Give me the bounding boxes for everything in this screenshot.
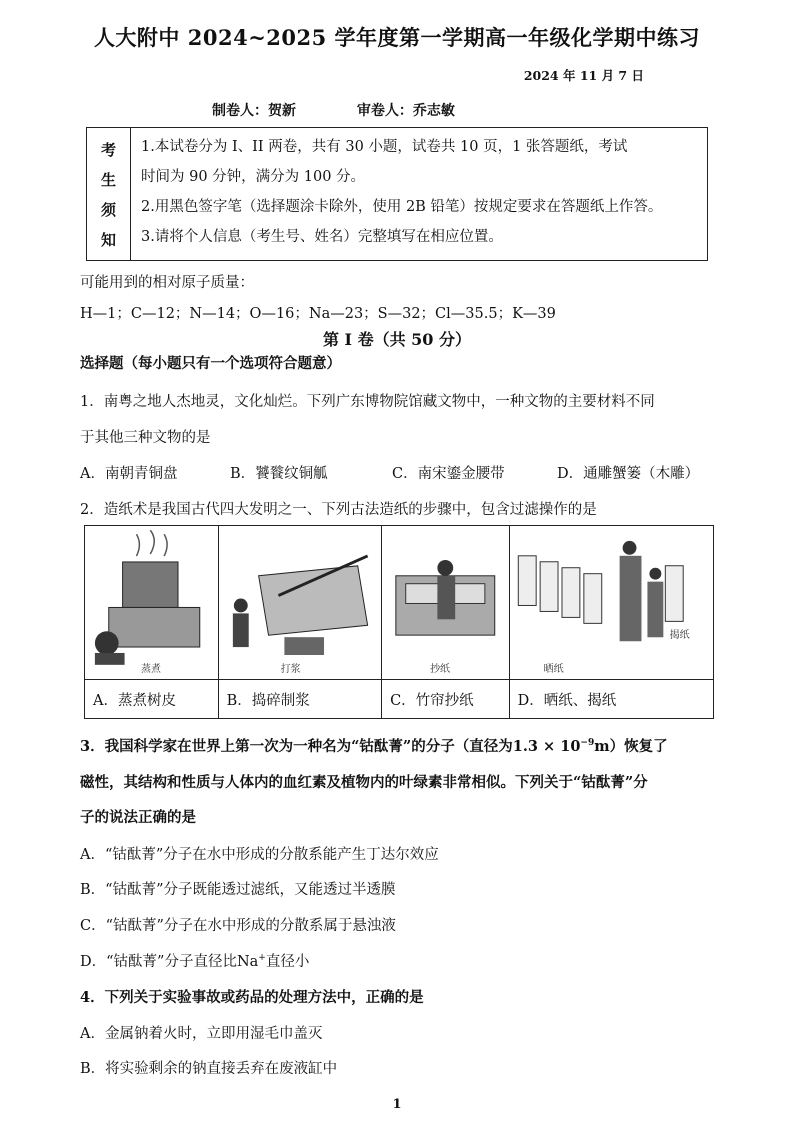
q3-stem-line1	[80, 735, 668, 756]
image-label-peel: 揭纸	[669, 630, 690, 641]
sheet-forming-drawing	[382, 526, 509, 679]
q3-stem-text: 3．我国科学家在世界上第一次为一种名为“钴酞菁”的分子（直径为1.3 × 10	[80, 738, 581, 755]
drying-drawing	[510, 526, 713, 679]
authors-line	[212, 100, 455, 120]
notice-item: 3.请将个人信息（考生号、姓名）完整填写在相应位置。	[141, 229, 503, 245]
q3-option-d	[80, 950, 309, 971]
notice-item: 1.本试卷分为 I、II 两卷，共有 30 小题，试卷共 10 页，1 张答题纸，考试	[141, 139, 628, 155]
exam-title: 人大附中 2024~2025 学年度第一学期高一年级化学期中练习	[93, 25, 701, 50]
pulping-drawing	[219, 526, 381, 679]
q2-panel-d	[510, 526, 713, 718]
q1-option-a: A．南朝青铜盘	[80, 466, 178, 482]
q1-option-c: C．南宋鎏金腰带	[392, 466, 505, 482]
sheet-forming-illustration	[382, 526, 509, 680]
atomic-mass-values: H—1；C—12；N—14；O—16；Na—23；S—32；Cl—35.5；K—39	[80, 306, 556, 322]
notice-content	[131, 128, 707, 260]
q3-option-d-charge: +	[258, 953, 266, 964]
q3-option-c: C．“钴酞菁”分子在水中形成的分散系属于悬浊液	[80, 918, 396, 934]
q2-option-c: C．竹帘抄纸	[390, 692, 474, 709]
q2-stem: 2．造纸术是我国古代四大发明之一、下列古法造纸的步骤中，包含过滤操作的是	[80, 502, 597, 518]
page-number: 1	[392, 1097, 402, 1112]
notice-head-char: 生	[100, 170, 116, 189]
author: 制卷人：贺新	[212, 103, 296, 119]
steaming-illustration	[85, 526, 218, 680]
q4-option-a: A．金属钠着火时，立即用湿毛巾盖灭	[80, 1026, 323, 1042]
notice-box	[86, 127, 708, 261]
q2-image-table	[84, 525, 714, 719]
q3-stem-line3: 子的说法正确的是	[80, 809, 196, 826]
q4-option-b: B．将实验剩余的钠直接丢弃在废液缸中	[80, 1061, 338, 1077]
notice-item: 2.用黑色签字笔（选择题涂卡除外，使用 2B 铅笔）按规定要求在答题纸上作答。	[141, 199, 663, 215]
q1-options	[80, 462, 720, 483]
section-title: 第 I 卷（共 50 分）	[322, 330, 472, 349]
q3-stem-line2: 磁性，其结构和性质与人体内的血红素及植物内的叶绿素非常相似。下列关于“钴酞菁”分	[80, 774, 648, 791]
q2-panel-a	[85, 526, 219, 718]
notice-head-char: 知	[100, 230, 116, 249]
pulping-illustration	[219, 526, 381, 680]
q2-option-b: B．捣碎制浆	[226, 692, 310, 709]
q3-exponent: −9	[580, 738, 595, 749]
notice-heading	[87, 128, 131, 260]
q3-option-d-end: 直径小	[265, 954, 310, 970]
q3-option-b: B．“钴酞菁”分子既能透过滤纸，又能透过半透膜	[80, 882, 396, 898]
reviewer: 审卷人：乔志敏	[356, 103, 455, 119]
notice-head-char: 考	[100, 140, 116, 159]
q1-stem-line2: 于其他三种文物的是	[80, 430, 211, 446]
q2-panel-c	[382, 526, 510, 718]
q1-stem-line1: 1．南粤之地人杰地灵，文化灿烂。下列广东博物院馆藏文物中，一种文物的主要材料不同	[80, 394, 655, 410]
q1-option-d: D．通雕蟹篓（木雕）	[557, 466, 700, 482]
q3-option-a: A．“钴酞菁”分子在水中形成的分散系能产生丁达尔效应	[80, 847, 439, 863]
q3-stem-end: m）恢复了	[594, 738, 668, 755]
drying-illustration	[510, 526, 713, 680]
image-label-steam: 蒸煮	[141, 664, 161, 675]
q4-stem: 4．下列关于实验事故或药品的处理方法中，正确的是	[80, 989, 424, 1006]
notice-head-char: 须	[100, 200, 116, 219]
q2-panel-b	[219, 526, 382, 718]
image-label-beat: 打浆	[280, 664, 301, 675]
image-label-form: 抄纸	[430, 664, 451, 675]
notice-item: 时间为 90 分钟，满分为 100 分。	[141, 169, 366, 185]
q2-option-a: A．蒸煮树皮	[93, 692, 176, 709]
steaming-drawing	[85, 526, 218, 679]
section-subtitle: 选择题（每小题只有一个选项符合题意）	[80, 355, 341, 372]
q2-option-d: D．晒纸、揭纸	[517, 692, 617, 709]
image-label-dry: 晒纸	[543, 664, 564, 675]
q3-option-d-text: D．“钴酞菁”分子直径比Na	[80, 954, 259, 970]
q1-option-b: B．饕餮纹铜觚	[230, 466, 328, 482]
exam-date: 2024 年 11 月 7 日	[523, 68, 644, 83]
atomic-mass-label: 可能用到的相对原子质量：	[80, 275, 254, 291]
